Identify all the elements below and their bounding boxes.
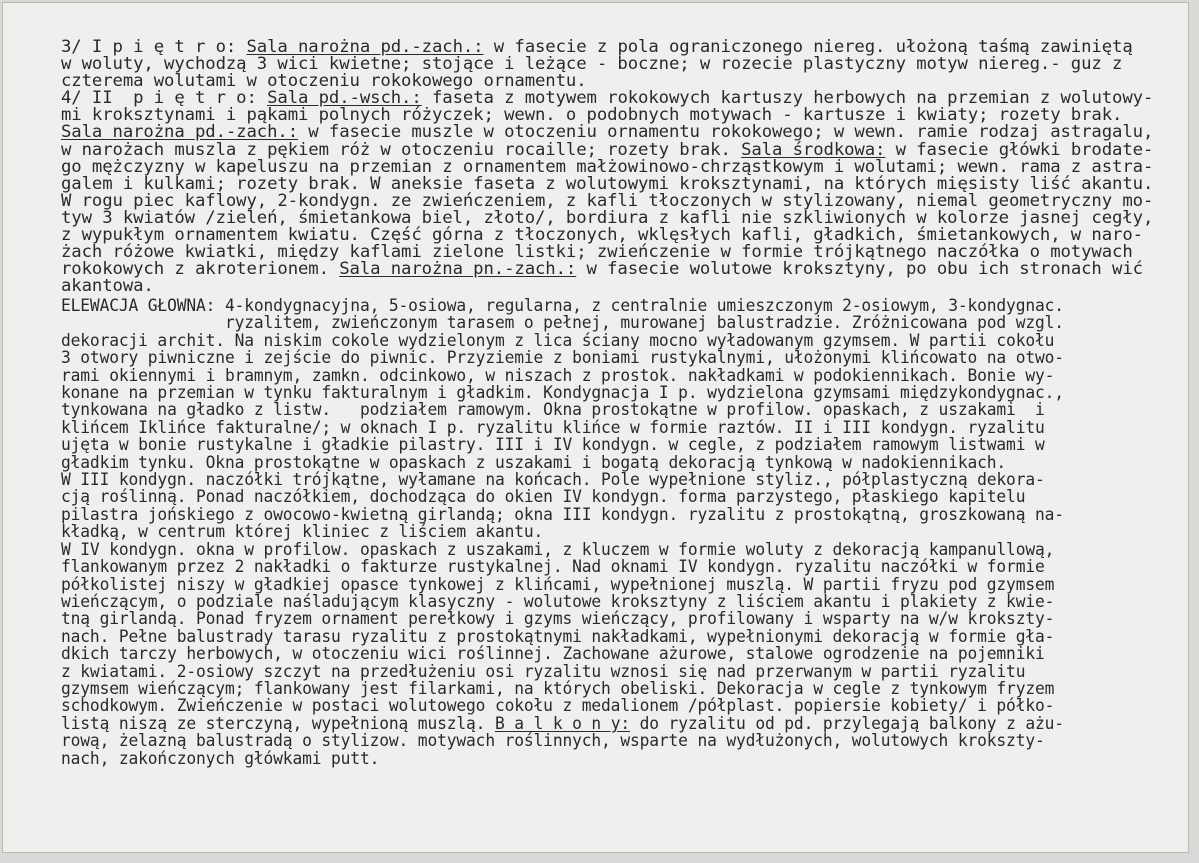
text-segment: do ryzalitu od pd. przylegają balkony z ażu-	[629, 713, 1064, 733]
text-segment: tną girlandą. Ponad fryzem ornament perełkowy i gzyms wieńczący, profilowany i wsparty na w/w krokszty-	[61, 609, 1055, 629]
text-line	[61, 697, 1064, 714]
text-line	[61, 680, 1064, 697]
text-line	[61, 610, 1064, 627]
text-segment: W III kondygn. naczółki trójkątne, wyłamane na końcach. Pole wypełnione styliz., półplastyczną dekora-	[61, 470, 1045, 490]
text-segment: ujęta w bonie rustykalne i gładkie pilastry. III i IV kondygn. w cegle, z podziałem ramowym listwami w	[61, 435, 1045, 455]
text-segment: 3 otwory piwniczne i zejście do piwnic. Przyziemie z boniami rustykalnymi, ułożonymi klińcowato na otwo-	[61, 348, 1064, 368]
text-segment: w woluty, wychodzą 3 wici kwietne; stojące i leżące - boczne; w rozecie plastyczny motyw niereg.- guz z	[61, 54, 1123, 75]
text-line	[61, 645, 1064, 662]
text-segment: rami okiennymi i bramnym, zamkn. odcinkowo, w niszach z prostok. nakładkami w podokiennikach. Bonie wy-	[61, 365, 1055, 385]
text-segment: ELEWACJA GŁOWNA: 4-kondygnacyjna, 5-osiowa, regularna, z centralnie umieszczonym 2-osiowym, 3-kondygnac.	[61, 296, 1064, 315]
text-line	[61, 593, 1064, 610]
text-line	[61, 541, 1064, 558]
underlined-heading: Sala pd.-wsch.:	[267, 88, 422, 109]
text-segment: w fasecie muszle w otoczeniu ornamentu rokokowego; w wewn. ramie rodzaj astragalu,	[298, 122, 1154, 143]
text-line	[61, 663, 1064, 680]
text-segment: w fasecie wolutowe kroksztyny, po obu ich stronach wić	[576, 259, 1143, 280]
text-line	[61, 278, 1153, 295]
text-segment: dkich tarczy herbowych, w otoczeniu wici roślinnej. Zachowane ażurowe, stalowe ogrodzenie na pojemniki	[61, 644, 1045, 664]
text-line	[61, 419, 1064, 436]
text-segment: W IV kondygn. okna w profilow. opaskach z uszakami, z kluczem w formie woluty z dekoracją kampanullową,	[61, 539, 1055, 559]
section-floors-description	[61, 39, 1153, 295]
text-segment: schodkowym. Zwieńczenie w postaci wolutowego cokołu z medalionem /półplast. popiersie kobiety/ i półko-	[61, 696, 1055, 716]
text-line	[61, 384, 1064, 401]
text-line	[61, 750, 1064, 767]
text-segment: kładką, w centrum której kliniec z liściem akantu.	[61, 522, 544, 542]
text-segment: tynkowana na gładko z listw. podziałem ramowym. Okna prostokątne w profilow. opaskach, z uszakami i	[61, 400, 1045, 420]
text-line	[61, 506, 1064, 523]
text-line	[61, 401, 1064, 418]
text-segment: z kwiatami. 2-osiowy szczyt na przedłużeniu osi ryzalitu wznosi się nad przerwanym w partii ryzalitu	[61, 661, 1026, 681]
text-line	[61, 261, 1153, 278]
text-segment: gzymsem wieńczącym; flankowany jest filarkami, na których obeliski. Dekoracja w cegle z tynkowym fryzem	[61, 678, 1055, 698]
document-card	[2, 2, 1189, 853]
text-segment: rokokowych z akroterionem.	[61, 259, 340, 280]
text-line	[61, 471, 1064, 488]
text-line	[61, 732, 1064, 749]
text-line	[61, 332, 1064, 349]
text-line	[61, 488, 1064, 505]
text-line	[61, 454, 1064, 471]
underlined-heading: Sala narożna pd.-zach.:	[61, 122, 298, 143]
text-segment: mi kroksztynami i pąkami polnych różyczek; wewn. o podobnych motywach - kartusze i kwiaty; rozety brak.	[61, 105, 1123, 126]
text-segment: półkolistej niszy w gładkiej opasce tynkowej z klińcami, wypełnionej muszlą. W partii fryzu pod gzymsem	[61, 574, 1055, 594]
text-segment: faseta z motywem rokokowych kartuszy herbowych na przemian z wolutowy-	[421, 88, 1154, 109]
text-segment: akantowa.	[61, 276, 154, 297]
text-segment: tyw 3 kwiatów /zieleń, śmietankowa biel, złoto/, bordiura z kafli nie szkliwionych w kolorze jasnej cegły,	[61, 207, 1154, 228]
text-line	[61, 297, 1064, 314]
text-segment: W rogu piec kaflowy, 2-kondygn. ze zwieńczeniem, z kafli tłoczonych w stylizowany, niemal geometryczny mo-	[61, 190, 1154, 211]
text-segment: 3/ I p i ę t r o:	[61, 37, 247, 57]
text-line	[61, 349, 1064, 366]
text-segment: listą niszą ze sterczyną, wypełnioną muszlą.	[61, 713, 495, 733]
text-line	[61, 628, 1064, 645]
text-line	[61, 314, 1064, 331]
text-segment: żach różowe kwiatki, między kaflami zielone listki; zwieńczenie w formie trójkątnego naczółka o motywach	[61, 242, 1133, 263]
text-segment: go mężczyzny w kapeluszu na przemian z ornamentem małżowinowo-chrząstkowym i wolutami; wewn. rama z astra-	[61, 156, 1154, 177]
text-line	[61, 436, 1064, 453]
underlined-heading: Sala narożna pd.-zach.:	[246, 37, 484, 57]
text-segment: dekoracji archit. Na niskim cokole wydzielonym z lica ściany mocno wyładowanym gzymsem. W partii cokołu	[61, 330, 1055, 350]
text-segment: ryzalitem, zwieńczonym tarasem o pełnej, murowanej balustradzie. Zróżnicowana pod wzgl.	[61, 313, 1064, 333]
text-line	[61, 558, 1064, 575]
text-segment: w fasecie z pola ograniczonego niereg. ułożoną taśmą zawiniętą	[483, 37, 1133, 57]
text-line	[61, 576, 1064, 593]
text-segment: nach, zakończonych główkami putt.	[61, 748, 380, 768]
section-main-elevation	[61, 297, 1064, 767]
underlined-heading: Sala środkowa:	[741, 139, 886, 160]
text-segment: galem i kulkami; rozety brak. W aneksie faseta z wolutowymi kroksztynami, na których mięsisty liść akantu.	[61, 173, 1154, 194]
text-line	[61, 367, 1064, 384]
text-line	[61, 523, 1064, 540]
text-segment: konane na przemian w tynku fakturalnym i gładkim. Kondygnacja I p. wydzielona gzymsami międzykondygnac.,	[61, 383, 1064, 403]
text-segment: 4/ II p i ę t r o:	[61, 88, 268, 109]
underlined-heading: Sala narożna pn.-zach.:	[339, 259, 577, 280]
text-segment: pilastra jońskiego z owocowo-kwietną girlandą; okna III kondygn. ryzalitu z prostokątną, groszkowaną na-	[61, 504, 1064, 524]
text-segment: flankowanym przez 2 nakładki o fakturze rustykalnej. Nad oknami IV kondygn. ryzalitu naczółki w formie	[61, 557, 1045, 577]
text-segment: wieńczącym, o podziale naśladującym klasyczny - wolutowe kroksztyny z liściem akantu i plakiety z kwie-	[61, 591, 1055, 611]
text-segment: czterema wolutami w otoczeniu rokokowego ornamentu.	[61, 71, 587, 92]
text-segment: rową, żelazną balustradą o stylizow. motywach roślinnych, wsparte na wydłużonych, wolutowych krokszty-	[61, 731, 1045, 751]
text-segment: klińcem Iklińce fakturalne/; w oknach I p. ryzalitu klińce w formie raztów. II i III kondygn. ryzalitu	[61, 417, 1045, 437]
text-segment: gładkim tynku. Okna prostokątne w opaskach z uszakami i bogatą dekoracją tynkową w nadokiennikach.	[61, 452, 1007, 472]
text-segment: cją roślinną. Ponad naczółkiem, dochodząca do okien IV kondygn. forma parzystego, płaskiego kapitelu	[61, 487, 1026, 507]
text-segment: w narożach muszla z pękiem róż w otoczeniu rocaille; rozety brak.	[61, 139, 742, 160]
underlined-heading: B a l k o n y:	[494, 713, 630, 733]
text-segment: z wypukłym ornamentem kwiatu. Część górna z tłoczonych, wklęsłych kafli, gładkich, śmietankowych, w naro-	[61, 225, 1143, 246]
text-segment: nach. Pełne balustrady tarasu ryzalitu z prostokątnymi nakładkami, wypełnionymi dekoracją w formie gła-	[61, 626, 1055, 646]
text-segment: w fasecie główki brodate-	[885, 139, 1154, 160]
text-line	[61, 715, 1064, 732]
